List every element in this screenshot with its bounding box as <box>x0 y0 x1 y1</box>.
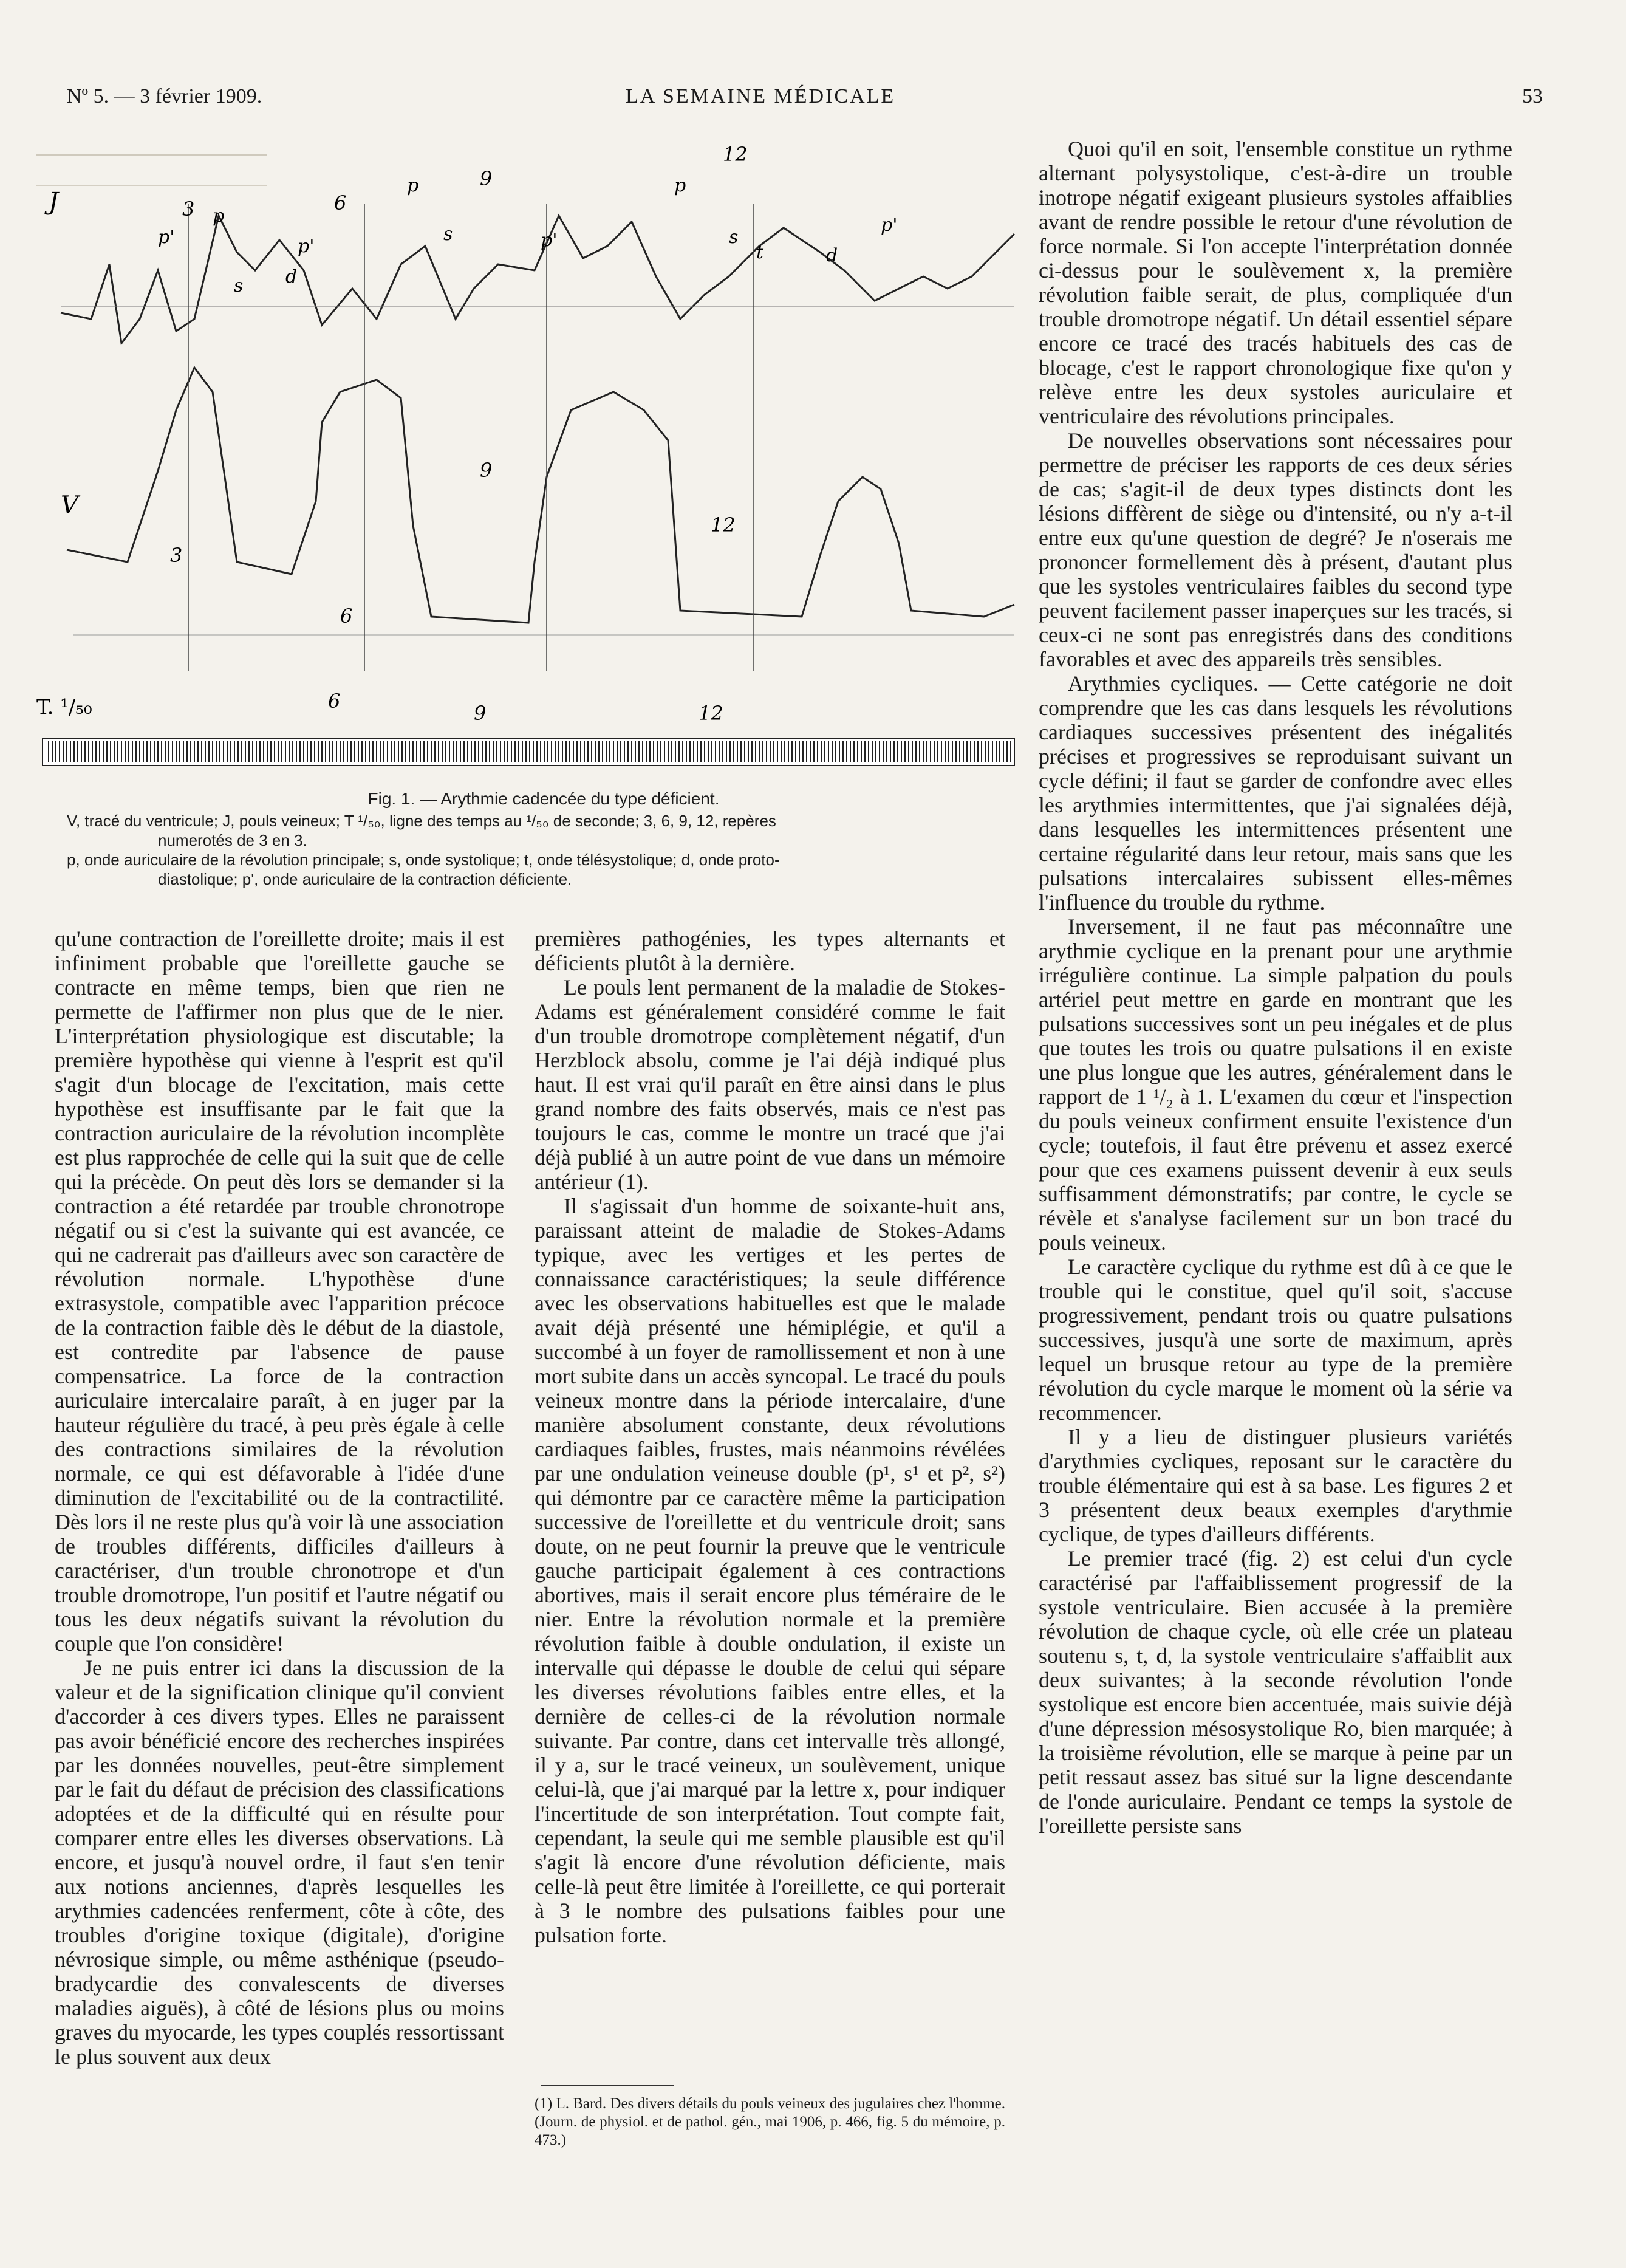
marker-3: 3 <box>182 197 195 221</box>
column-middle <box>535 927 1005 1947</box>
label-J: J <box>49 188 59 216</box>
paragraph: Quoi qu'il en soit, l'ensemble constitue un rythme alternant polysystolique, c'est-à-dire un trouble inotrope négatif exigeant plusieurs systoles affaiblies avant de rendre possible le retour d'une révolution de force normale. Si l'on accepte l'interprétation donnée ci-dessus pour le soulèvement x, la première révolution faible serait, de plus, compliquée d'un trouble dromotrope négatif. Un détail essentiel sépare encore ce tracé des tracés habituels des cas de blocage, c'est le rapport chronologique fixe qu'on y relève entre les deux systoles auriculaire et ventriculaire des révolutions principales. <box>1039 137 1512 428</box>
wave-s: s <box>443 224 453 245</box>
wave-d: d <box>826 245 838 266</box>
marker-6: 6 <box>328 690 341 713</box>
wave-p: p <box>674 175 686 196</box>
marker-12: 12 <box>723 143 748 166</box>
figure-caption <box>67 790 1020 889</box>
wave-p: p <box>213 205 225 227</box>
footnote-rule <box>541 2085 674 2086</box>
venous-pulse-trace <box>61 216 1014 343</box>
label-T: T. ¹/₅₀ <box>36 695 92 719</box>
caption-line: numerotés de 3 en 3. <box>158 831 307 849</box>
wave-t: t <box>756 242 764 263</box>
page-header <box>55 85 1573 122</box>
wave-s: s <box>234 275 244 296</box>
caption-line: p, onde auriculaire de la révolution principale; s, onde systolique; t, onde télésystolique; d, onde proto- <box>67 851 780 869</box>
wave-p: p' <box>298 236 315 257</box>
caption-line: diastolique; p', onde auriculaire de la contraction déficiente. <box>158 870 572 888</box>
column-left <box>55 927 504 2069</box>
marker-6: 6 <box>334 191 347 214</box>
marker-6: 6 <box>340 605 353 628</box>
ventricle-trace <box>67 368 1014 623</box>
column-right <box>1039 137 1512 1838</box>
paragraph: Le premier tracé (fig. 2) est celui d'un cycle caractérisé par l'affaiblissement progressif de la systole ventriculaire. Bien accusée à la première révolution de chaque cycle, où elle crée un plateau soutenu s, t, d, la systole ventriculaire s'affaiblit aux deux suivantes; à la seconde révolution l'onde systolique est encore bien accentuée, mais suivie déjà d'une dépression mésosystolique Ro, bien marquée; à la troisième révolution, elle se marque à peine par un petit ressaut assez bas situé sur la ligne descendante de l'onde auriculaire. Pendant ce temps la systole de l'oreillette persiste sans <box>1039 1546 1512 1838</box>
paragraph: qu'une contraction de l'oreillette droite; mais il est infiniment probable que l'oreillette gauche se contracte en même temps, bien que rien ne permette de l'affirmer non plus que de le nier. L'interprétation physiologique est discutable; la première hypothèse qui vienne à l'esprit est qu'il s'agit d'un blocage de l'excitation, mais cette hypothèse est insuffisante par le fait que la contraction auriculaire de la révolution incomplète est plus rapprochée de celle qui la suit que de celle qui la précède. On peut dès lors se demander si la contraction a été retardée par trouble chronotrope négatif ou si c'est la suivante qui est avancée, ce qui ne cadrerait pas d'ailleurs avec son caractère de révolution normale. L'hypothèse d'une extrasystole, compatible avec l'apparition précoce de la contraction faible dès le début de la diastole, est contredite par l'absence de pause compensatrice. La force de la contraction auriculaire intercalaire paraît, à en juger par la hauteur régulière du tracé, à peu près égale à celle des contractions similaires de la révolution normale, ce qui est défavorable à l'idée d'une diminution de l'excitabilité ou de la contractilité. Dès lors il ne reste plus qu'à voir là une association de troubles différents, difficiles d'ailleurs à caractériser, d'un trouble chronotrope et d'un trouble dromotrope, l'un positif et l'autre négatif ou tous les deux négatifs suivant la révolution du couple que l'on considère! <box>55 927 504 1656</box>
caption-title: Fig. 1. — Arythmie cadencée du type déficient. <box>367 789 720 808</box>
marker-12: 12 <box>699 702 723 725</box>
paragraph: Inversement, il ne faut pas méconnaître une arythmie cyclique en la prenant pour une arythmie irrégulière continue. La simple palpation du pouls artériel peut mettre en garde en montrant que les pulsations successives sont un peu inégales et de plus que toutes les trois ou quatre pulsations il en existe une plus longue que les autres, généralement dans le rapport de 1 ¹/₂ à 1. L'examen du cœur et l'inspection du pouls veineux confirment ensuite l'existence d'un cycle; toutefois, il faut être prévenu et assez exercé pour que ces examens puissent devenir à eux seuls suffisamment démonstratifs; par contre, le cycle se révèle et s'analyse facilement sur un bon tracé du pouls veineux. <box>1039 914 1512 1255</box>
caption-line: V, tracé du ventricule; J, pouls veineux; T ¹/₅₀, ligne des temps au ¹/₅₀ de seconde; 3, 6, 9, 12, repères <box>67 812 776 830</box>
marker-9: 9 <box>474 702 487 725</box>
journal-title: LA SEMAINE MÉDICALE <box>626 85 896 108</box>
page-number: 53 <box>1522 85 1543 108</box>
marker-9: 9 <box>480 167 493 190</box>
wave-s: s <box>729 227 739 248</box>
wave-p: p' <box>158 227 175 248</box>
issue-date: Nº 5. — 3 février 1909. <box>67 85 262 108</box>
wave-d: d <box>285 266 298 287</box>
paragraph: Arythmies cycliques. — Cette catégorie ne doit comprendre que les cas dans lesquels les révolutions cardiaques successives présentent des inégalités précises et progressives se reproduisant suivant un cycle défini; il faut se garder de confondre avec elles les arythmies intermittentes, que j'ai signalées déjà, dans lesquelles les intermittences présentent une certaine régularité dans leur retour, mais sans que les pulsations intercalaires subissent elles-mêmes l'influence du trouble du rythme. <box>1039 671 1512 914</box>
label-V: V <box>61 492 78 519</box>
wave-p: p' <box>541 230 558 251</box>
tracing-svg <box>36 137 1020 787</box>
wave-p: p' <box>881 214 898 236</box>
paragraph: Il y a lieu de distinguer plusieurs variétés d'arythmies cycliques, reposant sur le caractère du trouble élémentaire qui est à sa base. Les figures 2 et 3 présentent deux beaux exemples d'arythmie cyclique, de types d'ailleurs différents. <box>1039 1425 1512 1546</box>
paragraph: Le pouls lent permanent de la maladie de Stokes-Adams est généralement considéré comme le fait d'un trouble dromotrope complètement négatif, d'un Herzblock absolu, comme je l'ai déjà indiqué plus haut. Il est vrai qu'il paraît en être ainsi dans le plus grand nombre des faits observés, mais ce n'est pas toujours le cas, comme le montre un tracé que j'ai déjà publié à un autre point de vue dans un mémoire antérieur (1). <box>535 975 1005 1194</box>
paragraph: Il s'agissait d'un homme de soixante-huit ans, paraissant atteint de maladie de Stokes-Adams typique, avec les vertiges et les pertes de connaissance caractéristiques; la seule différence avec les observations habituelles est que le malade avait déjà présenté une hémiplégie, et qu'il a succombé à un foyer de ramollissement et non à une mort subite dans un accès syncopal. Le tracé du pouls veineux montre dans la période intercalaire, d'une manière absolument constante, deux révolutions cardiaques faibles, frustes, mais néanmoins révélées par une ondulation veineuse double (p¹, s¹ et p², s²) qui démontre par ce caractère même la participation successive de l'oreillette et du ventricule droit; sans doute, on ne peut fournir la preuve que le ventricule gauche participait également à ces contractions abortives, mais il serait encore plus téméraire de le nier. Entre la révolution normale et la première révolution faible à double ondulation, il existe un intervalle qui dépasse le double de celui qui sépare les diverses révolutions faibles entre elles, et la dernière de celles-ci de la révolution normale suivante. Par contre, dans cet intervalle très allongé, il y a, sur le tracé veineux, un soulèvement, unique celui-là, que j'ai marqué par la lettre x, pour indiquer l'incertitude de son interprétation. Tout compte fait, cependant, la seule qui me semble plausible est qu'il s'agit là encore d'une révolution déficiente, mais celle-là peut être limitée à l'oreillette, ce qui porterait à 3 le nombre des pulsations faibles pour une pulsation forte. <box>535 1194 1005 1947</box>
paragraph: Je ne puis entrer ici dans la discussion de la valeur et de la signification clinique qu'il convient d'accorder à ces divers types. Elles ne paraissent pas avoir bénéficié encore des recherches inspirées par les données nouvelles, peut-être simplement par le fait du défaut de précision des classifications adoptées et de la difficulté qui en résulte pour comparer entre elles les diverses observations. Là encore, et jusqu'à nouvel ordre, il faut s'en tenir aux notions anciennes, d'après lesquelles les arythmies cadencées renferment, côte à côte, des troubles d'origine toxique (digitale), d'origine névrosique simple, ou même asthénique (pseudo-bradycardie des convalescents de diverses maladies aiguës), à côté de lésions plus ou moins graves du myocarde, les types couplés ressortissant le plus souvent aux deux <box>55 1656 504 2069</box>
paragraph: Le caractère cyclique du rythme est dû à ce que le trouble qui le constitue, quel qu'il soit, s'accuse progressivement, pendant trois ou quatre pulsations successives, jusqu'à une sorte de maximum, après lequel un brusque retour au type de la première révolution du cycle marque le moment où la série va recommencer. <box>1039 1255 1512 1425</box>
marker-12: 12 <box>711 513 736 536</box>
marker-9: 9 <box>480 459 493 482</box>
marker-3: 3 <box>170 544 183 567</box>
footnote: (1) L. Bard. Des divers détails du pouls veineux des jugulaires chez l'homme. (Journ. de physiol. et de pathol. gén., mai 1906, p. 466, fig. 5 du mémoire, p. 473.) <box>535 2095 1005 2148</box>
paragraph: premières pathogénies, les types alternants et déficients plutôt à la dernière. <box>535 927 1005 975</box>
paragraph: De nouvelles observations sont nécessaires pour permettre de préciser les rapports de ces deux séries de cas; s'agit-il de deux types distincts dont les lésions diffèrent de siège ou d'intensité, ou n'y a-t-il entre eux qu'une question de degré? Je n'oserais me prononcer formellement dès à présent, d'autant plus que les systoles ventriculaires faibles du second type peuvent facilement passer inaperçues sur les tracés, si ceux-ci ne sont pas enregistrés dans des conditions favorables et avec des appareils très sensibles. <box>1039 428 1512 671</box>
wave-p: p <box>407 175 419 196</box>
